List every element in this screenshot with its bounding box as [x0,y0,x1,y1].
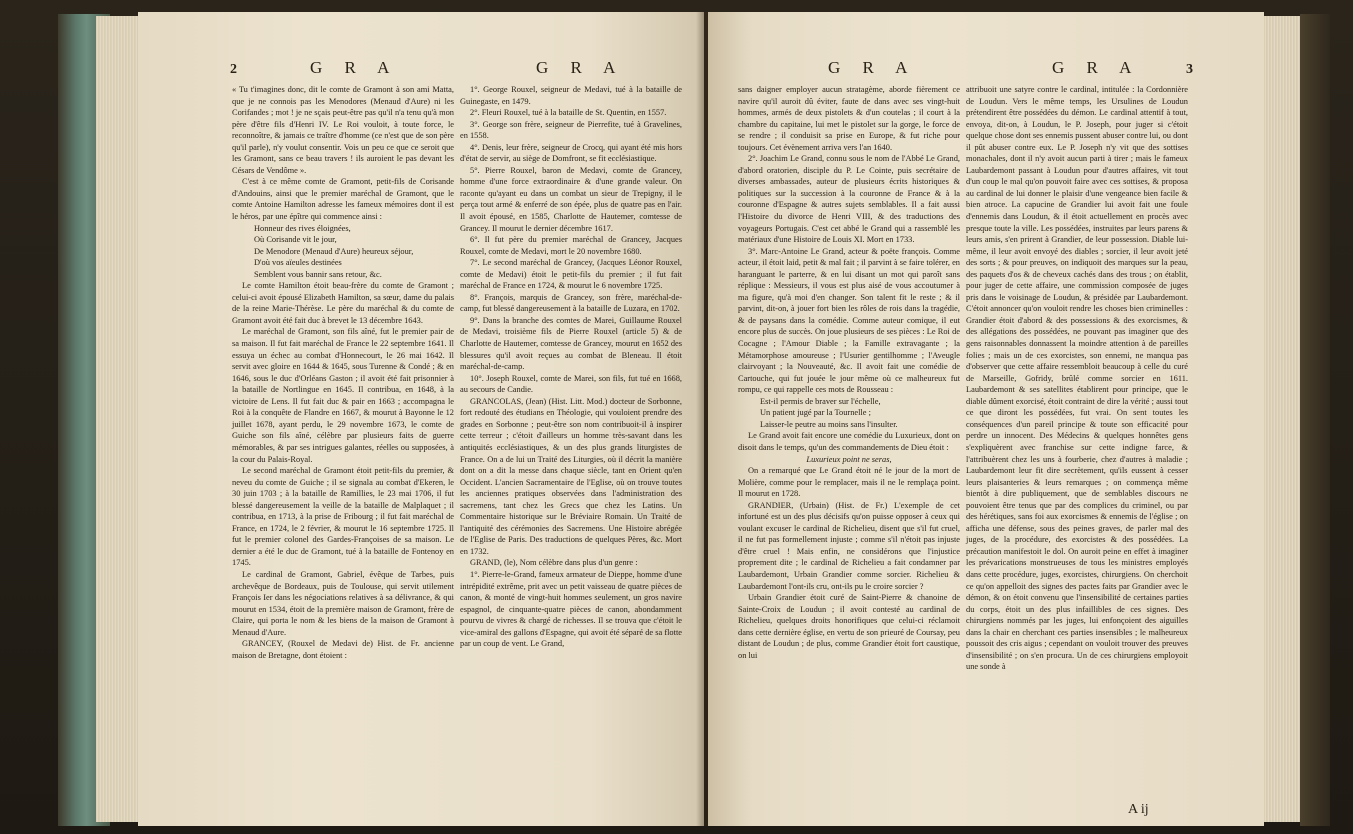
list-item: 2°. Joachim Le Grand, connu sous le nom de l'Abbé Le Grand, d'abord oratorien, disciple du P. Le Cointe, puis secrétaire de diverses ambassades, auteur de plusieurs écrits historiques & politiques sur la succession à la couronne de France & à la couronne d'Espagne & autres sujets semblables. Il a fait aussi l'Histoire du divorce de Henri VIII, & des traductions des voyageurs Portugais. C'est cet abbé le Grand qui a rassemblé les matériaux d'une Histoire de Louis XI. Mort en 1733. [738,154,960,245]
paragraph: Le cardinal de Gramont, Gabriel, évêque de Tarbes, puis archevêque de Bordeaux, puis de Toulouse, qui servit utilement François Ier dans les négociations relatives à sa délivrance, & qui mourut en 1534, étoit de la première maison de Gramont, frère de Claire, qui porta le nom & les biens de la maison de Gramont à Menaud d'Aure. [232,569,454,637]
entry-heading: GRANDIER, (Urbain) (Hist. de Fr.) L'exemple de cet infortuné est un des plus décisifs qu'on puisse opposer à ceux qui voulant excuser le cardinal de Richelieu, disent que s'il fut cruel, il ne fut pas formellement injuste ; comme s'il n'étoit pas injuste d'être cruel ! Mais enfin, ne considérons que l'injustice proprement dite ; le cardinal de Richelieu a fait condamner par Laubardemont, Urbain Grandier comme sorcier. Richelieu & Laubardemont l'ont-ils cru, ont-ils pu le croire sorcier ? [738,500,960,591]
verse-line: De Menodore (Menaud d'Aure) heureux séjour, [254,246,414,256]
left-page-column-2 [460,84,682,650]
paragraph: « Tu t'imagines donc, dit le comte de Gramont à son ami Matta, que je ne connois pas les Menodores (Menaud d'Aure) ni les Corifandes ; mot ! je ne sçais peut-être pas qu'il n'a tenu qu'à mon père d'être fils d'Henri IV. Le Roi vouloit, à toute force, le reconnoître, & jamais ce traître d'homme (ce n'est que de son père qu'il parle), n'y voulut consentir. Vois un peu ce que ce seroit que les Gramont, sans ce beau travers ! ils auroient le pas devant les Césars de Vendôme ». [232,85,454,175]
list-item: 3°. Marc-Antoine Le Grand, acteur & poëte françois. Comme acteur, il étoit laid, petit & mal fait ; il parvint à se faire tolérer, en haranguant le parterre, & en lui disant un mot qui paroît sans réplique : Messieurs, il vous est plus aisé de vous accoutumer à ma figure, qu'à moi d'en changer. Son talent fit le reste ; & il parvint, dit-on, à jouer fort bien les rôles de rois dans la tragédie, & de paysans dans la comédie. Comme auteur comique, il eut encore plus de succès. On joue plusieurs de ses pièces : Le Roi de Cocagne ; l'Amour Diable ; la Famille extravagante ; la Métamorphose amoureuse ; l'Usurier gentilhomme ; l'Aveugle clairvoyant ; la Nouveauté, &c. Il avoit fait une comédie de Cartouche, qui fut jouée le jour même où ce malheureux fut rompu, ce qui rappelle ces mots de Rousseau : [738,246,960,395]
list-item: 4°. Denis, leur frère, seigneur de Crocq, qui ayant été mis hors d'état de servir, au siège de Domfront, se fit ecclésiastique. [460,142,682,164]
running-head-left-col2: G R A [536,58,625,77]
paragraph: Urbain Grandier étoit curé de Saint-Pierre & chanoine de Sainte-Croix de Loudun ; il avoit contesté au cardinal de Richelieu, quelques droits honorifiques que celui-ci réclamoit dans cette dernière église, en vertu de son prieuré de Coursay, peu distant de Loudun ; de plus, comme Grandier étoit fort caustique, on lui [738,593,960,660]
list-item: 6°. Il fut père du premier maréchal de Grancey, Jacques Rouxel, comte de Medavi, mort le 20 novembre 1680. [460,235,682,256]
right-cover-edge [1300,14,1330,826]
page-number-left: 2 [230,62,237,77]
verse-line: Semblent vous bannir sans retour, &c. [254,269,382,279]
running-head-right-col2: G R A [1052,58,1141,77]
list-item: 7°. Le second maréchal de Grancey, (Jacques Léonor Rouxel, comte de Medavi) étoit le petit-fils du premier ; il fut fait maréchal de France en 1724, & mourut le 6 novembre 1725. [460,258,682,291]
page-number-right: 3 [1186,62,1193,77]
paragraph: attribuoit une satyre contre le cardinal, intitulée : la Cordonnière de Loudun. Vers le même temps, les Ursulines de Loudun prétendirent être possédées du démon. Le cardinal attentif à tout, envoya, dit-on, à Loudun, le P. Joseph, pour juger si c'étoit quelque chose dont ses ennemis pussent abuser contre lui, ou dont il pût abuser contre eux. Le P. Joseph n'y vit que des sottises monachales, dont il n'y avoit aucun parti à tirer ; mais le fameux Laubardemont passant à Loudun pour d'autres affaires, vit tout d'un coup le mal qu'on pouvoit faire avec ces sottises, & proposa au cardinal de lui donner le plaisir d'une vengeance bien facile & bien atroce. La capucine de Grandier lui avoit fait une foule d'ennemis dans Loudun, & il étoit actuellement en procès avec presque toute la ville. Les possédées, instruites par leurs parens & leurs amis, s'en prirent à Grandier, de leur possession. Diable lui-même, il leur avoit envoyé des diables ; sorcier, il leur avoit jeté des sorts ; & pour preuves, on indiquoit des marques sur la peau, des paquets d'os & de cheveux cachés dans des trous ; on établit, pour juger de cette affaire, une commission composée de juges pris dans le voisinage de Loudun, & présidée par Laubardemont. C'étoit annoncer qu'on vouloit rendre les choses bien criminelles : Grandier étoit d'abord & des possessions & des exorcismes, & des allégations des possédées, ne pouvant pas imaginer que des gens raisonnables donnassent la moindre attention à de pareilles folies ; mais un de ces exorcistes, son ennemi, ne manqua pas d'observer que cette affaire ressembloit beaucoup à celle du curé de Marseille, Gofridy, brûlé comme sorcier en 1611. Laubardemont & ses satellites établirent pour principe, que le diable dûment exorcisé, étoit contraint de dire la vérité ; aussi tout ce que diront les possédées, fut vrai. On sent toutes les conséquences d'un pareil principe & toute son efficacité pour perdre un innocent. Des Médecins & quelques honnêtes gens s'expliquèrent avec franchise sur cette indigne farce, & l'attribuèrent chez les uns à fourberie, chez d'autres à maladie ; Laubardemont leur fit dire secrètement, qu'ils eussent à cesser leurs plaisanteries & leurs remarques ; on commença même bientôt à dire publiquement, que de semblables discours ne pouvoient être tenus que par des complices du criminel, ou par des hérétiques, sans foi aux exorcismes & ennemis de l'église ; on afficha une défense, sous des peines graves, de parler mal des juges, de la procédure, des exorcistes & des possédées. La précaution manifestoit le dol. On auroit peine en effet à imaginer les prévarications monstrueuses de tous les ministres employés dans cette procédure, juges, exorcistes, chirurgiens. On cherchoit ce qu'on appelloit des signes des pactes faits par Grandier avec le démon, & on étoit convenu que l'insensibilité de certaines parties du corps, étoit un des plus infaillibles de ces signes. Des chirurgiens nommés par les juges, lui enfonçoient des aiguilles dans la chair en cherchant ces parties insensibles ; le malheureux poussoit des cris aigus ; cependant on vouloit trouver des preuves d'insensibilité ; on s'en procura. Un de ces chirurgiens employoit une sonde à [966,85,1188,672]
verse-line: D'où vos aïeules destinées [254,258,342,268]
list-item: 8°. François, marquis de Grancey, son frère, maréchal-de-camp, fut blessé dangereusement à la bataille de Luzara, en 1702. [460,292,682,314]
verse-line: Est-il permis de braver sur l'échelle, [760,396,881,406]
signature-mark: A ij [1128,802,1149,817]
entry-heading: GRANCEY, (Rouxel de Medavi de) Hist. de Fr. ancienne maison de Bretagne, dont étoient : [232,639,454,660]
right-page [708,12,1264,826]
list-item: 10°. Joseph Rouxel, comte de Marei, son fils, fut tué en 1668, au secours de Candie. [460,373,682,395]
verse-line: Laisser-le peutre au moins sans l'insulter. [760,419,898,429]
quoted-line: Luxurieux point ne seras, [806,454,892,464]
right-page-column-2 [966,84,1188,673]
right-page-column-1 [738,84,960,661]
verse-line: Honneur des rives éloignées, [254,223,351,233]
paragraph: Le second maréchal de Gramont étoit petit-fils du premier, & neveu du comte de Guiche ; il se signala au combat d'Ekeren, le 30 juin 1703 ; à la bataille de Ramillies, le 23 mai 1706, il fut blessé dangereusement la veille de la bataille de Malplaquet ; il contribua, en 1713, à la prise de Fribourg ; il fut fait maréchal de France, en 1724, le 2 février, & mourut le 16 septembre 1725. Il fut le premier colonel des Gardes-Françoises de sa maison. Le dernier a été le duc de Gramont, tué à la bataille de Fontenoy en 1745. [232,466,454,568]
paragraph: Le Grand avoit fait encore une comédie du Luxurieux, dont on disoit dans le temps, qu'un des commandements de Dieu étoit : [738,431,960,452]
list-item: 9°. Dans la branche des comtes de Marei, Guillaume Rouxel de Medavi, troisième fils de Pierre Rouxel (article 5) & de Charlotte de Hautemer, comtesse de Grancey, mourut en 1652 des blessures qu'il avoit reçues au combat de Bleneau. Il étoit maréchal-de-camp. [460,315,682,372]
paragraph: sans daigner employer aucun stratagème, aborde fièrement ce navire qu'il auroit dû éviter, faute de dans avec ses vingt-huit hommes, armés de deux pistolets & d'un coutelas ; il court à la chambre du capitaine, lui met le pistolet sur la gorge, le force de se rendre ; il conduisit sa prise en Europe, & fut riche pour toujours. Cet évènement arriva vers l'an 1640. [738,85,960,152]
list-item: 1°. George Rouxel, seigneur de Medavi, tué à la bataille de Guinegaste, en 1479. [460,85,682,106]
paragraph: Le comte Hamilton étoit beau-frère du comte de Gramont ; celui-ci avoit épousé Elizabeth Hamilton, sa sœur, dame du palais de la reine Marie-Thérèse. Le père du maréchal & du comte de Gramont avoit été fait duc à brevet le 13 décembre 1643. [232,281,454,325]
list-item: 5°. Pierre Rouxel, baron de Medavi, comte de Grancey, homme d'une force extraordinaire & d'une grande valeur. On raconte qu'ayant eu dans un combat un sieur de Trepigny, il le perça tout armé & enferré de son épée, plus de quatre pas en l'air. Il avoit épousé, en 1585, Charlotte de Hautemer, comtesse de Grancey. Il mourut le dernier décembre 1617. [460,165,682,233]
entry-heading: GRANCOLAS, (Jean) (Hist. Litt. Mod.) docteur de Sorbonne, fort redouté des étudians en Théologie, qui vouloient prendre des grades en Sorbonne ; peut-être son nom contribuoit-il à inspirer cette terreur ; c'étoit d'ailleurs un homme très-savant dans les antiquités ecclésiastiques, & un des plus grands liturgistes de France. On a de lui un Traité des Liturgies, où il décrit la manière dont on a dit la messe dans chaque siècle, tant en Orient qu'en Occident. L'ancien Sacramentaire de l'Eglise, où on trouve toutes les anciennes pratiques observées dans l'administration des sacremens, tant chez les Grecs que chez les Latins. Un Commentaire historique sur le Bréviaire Romain. Un Traité de l'antiquité des cérémonies des Sacremens. Une Histoire abrégée de l'Eglise de Paris. Des traductions de quelques Pères, &c. Mort en 1732. [460,396,682,556]
left-page-column-1 [232,84,454,661]
running-head-left-col1: G R A [310,58,399,77]
running-head-right-col1: G R A [828,58,917,77]
left-page [138,12,704,826]
entry-heading: GRAND, (le), Nom célèbre dans plus d'un genre : [470,558,638,568]
paragraph: Le maréchal de Gramont, son fils aîné, fut le premier pair de sa maison. Il fut fait maréchal de France le 22 septembre 1641. Il essuya un échec au combat d'Honnecourt, le 26 mai 1642. Il servit avec gloire en 1644 & 1645, sous Turenne & Condé ; & en 1646, sous le duc d'Orléans Gaston ; il avoit été fait prisonnier à la bataille de Nortlingue en 1645. Il contribua, en 1648, à la victoire de Lens. Il fut fait duc & pair en 1663 ; accompagna le Roi à la conquête de Flandre en 1667, & mourut à Bayonne le 12 juillet 1678, ayant perdu, le 29 novembre 1673, le comte de Guiche son fils aîné, célèbre par plusieurs faits de guerre mémorables, & par ses intrigues galantes, réelles ou supposées, à la cour du Palais-Royal. [232,327,454,464]
verse-line: Où Corisande vit le jour, [254,235,337,245]
list-item: 1°. Pierre-le-Grand, fameux armateur de Dieppe, homme d'une intrépidité extrême, prit avec un petit vaisseau de quatre pièces de canon, & monté de vingt-huit hommes seulement, un gros navire espagnol, de cinquante-quatre pièces de canon, abondamment pourvu de vivres & chargé de richesses. Il se trouva que c'étoit le vice-amiral des gallons d'Espagne, qui avoit été séparé de sa flotte par un coup de vent. Le Grand, [460,569,682,649]
list-item: 3°. George son frère, seigneur de Pierrefite, tué à Gravelines, en 1558. [460,119,682,141]
list-item: 2°. Fleuri Rouxel, tué à la bataille de St. Quentin, en 1557. [470,108,667,118]
left-page-stack [96,16,144,822]
verse-line: Un patient jugé par la Tournelle ; [760,408,871,418]
paragraph: On a remarqué que Le Grand étoit né le jour de la mort de Molière, comme pour le remplacer, mais il ne le remplaça point. Il mourut en 1728. [738,466,960,499]
paragraph: C'est à ce même comte de Gramont, petit-fils de Corisande d'Andouins, ainsi que le premier maréchal de Gramont, que le comte Antoine Hamilton adresse les fameux mémoires dont il est le héros, par une épître qui commence ainsi : [232,177,454,222]
